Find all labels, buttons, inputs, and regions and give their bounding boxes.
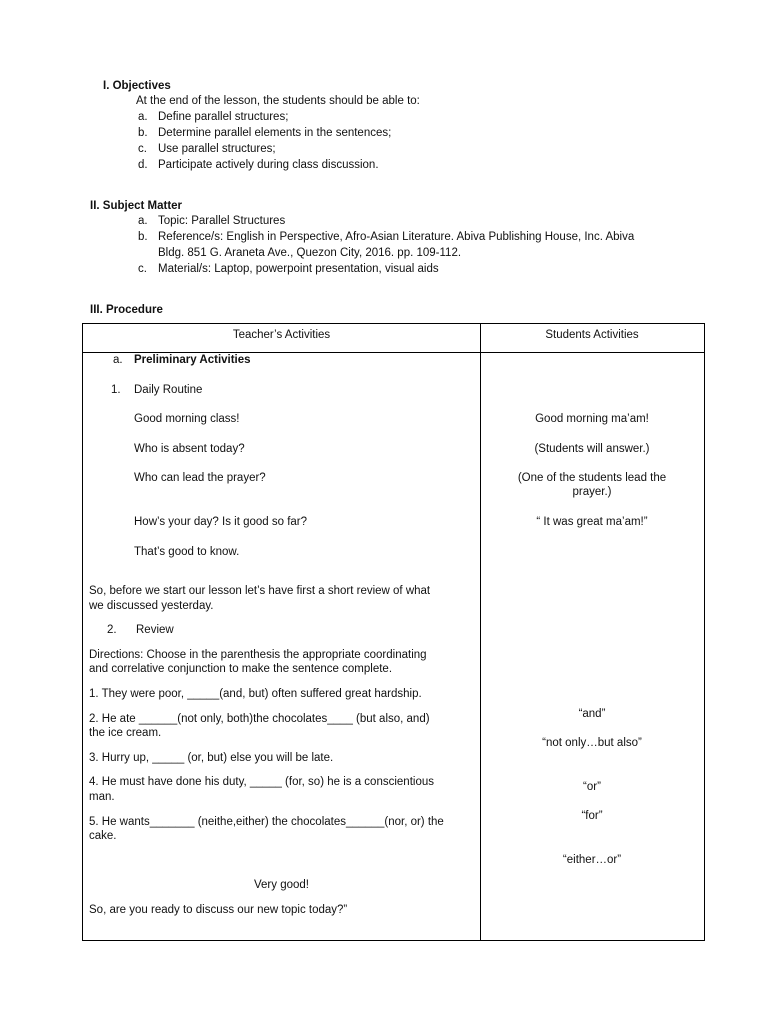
- student-response: “ It was great ma’am!”: [536, 516, 648, 528]
- student-response: Good morning ma’am!: [535, 413, 649, 425]
- teacher-line: How’s your day? Is it good so far?: [134, 516, 308, 528]
- review-question: cake.: [89, 830, 117, 842]
- subject-item: Topic: Parallel Structures: [158, 215, 286, 227]
- objective-marker: c.: [138, 143, 147, 155]
- review-question: 2. He ate ______(not only, both)the chocolates____ (but also, and): [89, 713, 430, 725]
- directions-text: and correlative conjunction to make the sentence complete.: [89, 663, 393, 675]
- teacher-line: Very good!: [254, 879, 309, 891]
- procedure-heading: III. Procedure: [90, 304, 163, 316]
- review-question: 1. They were poor, _____(and, but) often suffered great hardship.: [89, 688, 422, 700]
- routine-heading: Daily Routine: [134, 384, 203, 396]
- directions-text: Directions: Choose in the parenthesis the appropriate coordinating: [89, 649, 427, 661]
- review-question: the ice cream.: [89, 727, 162, 739]
- objective-marker: a.: [138, 111, 148, 123]
- student-answer: “and”: [578, 708, 606, 720]
- subject-marker: a.: [138, 215, 148, 227]
- subject-matter-heading: II. Subject Matter: [90, 200, 183, 212]
- review-question: man.: [89, 791, 115, 803]
- review-question: 3. Hurry up, _____ (or, but) else you will be late.: [89, 752, 334, 764]
- teacher-line: That’s good to know.: [134, 546, 240, 558]
- objectives-heading: I. Objectives: [103, 80, 171, 92]
- teacher-line: Who can lead the prayer?: [134, 472, 266, 484]
- objectives-intro: At the end of the lesson, the students should be able to:: [136, 95, 420, 107]
- objective-item: Determine parallel elements in the sentences;: [158, 127, 392, 139]
- preliminary-marker: a.: [113, 354, 123, 366]
- procedure-table: [82, 323, 705, 941]
- objective-item: Participate actively during class discussion.: [158, 159, 379, 171]
- teacher-line: we discussed yesterday.: [89, 600, 214, 612]
- objective-item: Use parallel structures;: [158, 143, 276, 155]
- student-response: (One of the students lead the: [517, 472, 667, 484]
- subject-marker: c.: [138, 263, 147, 275]
- student-answer: “or”: [583, 781, 601, 793]
- students-column-header: Students Activities: [545, 329, 639, 341]
- subject-marker: b.: [138, 231, 148, 243]
- teacher-line: So, are you ready to discuss our new topic today?”: [89, 904, 348, 916]
- preliminary-heading: Preliminary Activities: [134, 354, 251, 366]
- review-marker: 2.: [107, 624, 117, 636]
- student-answer: “not only…but also”: [542, 737, 642, 749]
- student-answer: “for”: [581, 810, 603, 822]
- review-question: 5. He wants_______ (neithe,either) the chocolates______(nor, or) the: [89, 816, 444, 828]
- teacher-line: So, before we start our lesson let’s have first a short review of what: [89, 585, 431, 597]
- teacher-line: Who is absent today?: [134, 443, 245, 455]
- review-question: 4. He must have done his duty, _____ (for, so) he is a conscientious: [89, 776, 434, 788]
- objective-item: Define parallel structures;: [158, 111, 289, 123]
- teacher-line: Good morning class!: [134, 413, 240, 425]
- subject-item: Material/s: Laptop, powerpoint presentation, visual aids: [158, 263, 439, 275]
- subject-item-continued: Bldg. 851 G. Araneta Ave., Quezon City, 2016. pp. 109-112.: [158, 247, 462, 259]
- header-divider: [83, 352, 704, 353]
- objective-marker: d.: [138, 159, 148, 171]
- objective-marker: b.: [138, 127, 148, 139]
- student-response: prayer.): [572, 486, 612, 498]
- student-answer: “either…or”: [562, 854, 622, 866]
- teacher-column-header: Teacher’s Activities: [232, 329, 331, 341]
- subject-item: Reference/s: English in Perspective, Afro-Asian Literature. Abiva Publishing House, Inc. Abiva: [158, 231, 635, 243]
- review-heading: Review: [136, 624, 174, 636]
- routine-marker: 1.: [111, 384, 121, 396]
- student-response: (Students will answer.): [534, 443, 650, 455]
